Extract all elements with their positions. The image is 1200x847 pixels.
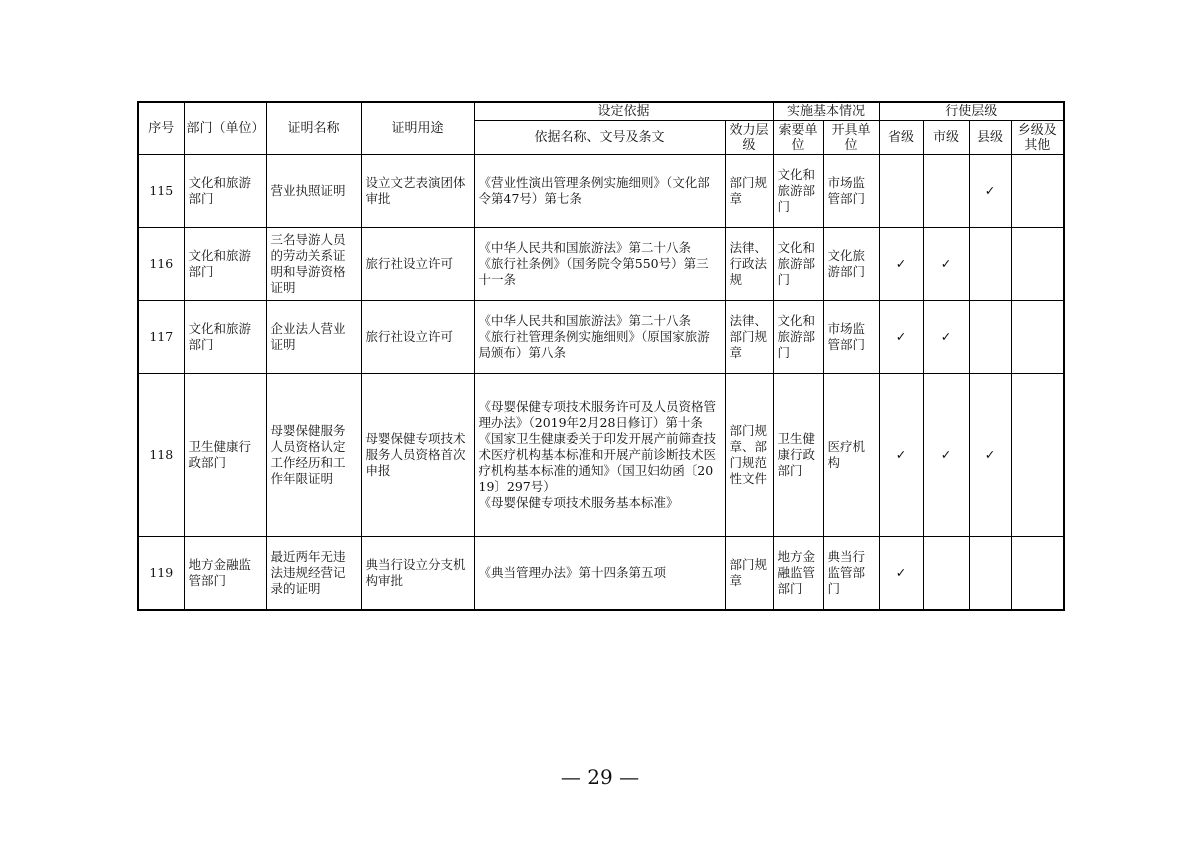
row-dept: 地方金融监管部门 [184,537,266,610]
row-basis [474,155,725,228]
row-usage: 母婴保健专项技术服务人员资格首次申报 [361,374,474,537]
page-number: — 29 — [560,765,640,789]
basis-line: 《旅行社条例》（国务院令第550号）第三十一条 [478,256,709,287]
row-dept: 文化和旅游部门 [184,301,266,374]
header-lv-town: 乡级及其他 [1011,121,1064,155]
check-township [1011,537,1064,610]
header-basis-doc: 依据名称、文号及条文 [474,121,725,155]
table-row [138,155,1064,228]
check-provincial: ✓ [879,228,923,301]
row-requesting-unit: 文化和旅游部门 [773,228,823,301]
certificate-table [137,101,1065,611]
table-row [138,301,1064,374]
check-county [969,301,1011,374]
check-provincial [879,155,923,228]
row-basis [474,537,725,610]
check-township [1011,228,1064,301]
header-basis-group: 设定依据 [474,102,773,121]
header-impl-group: 实施基本情况 [773,102,879,121]
check-township [1011,301,1064,374]
row-number: 119 [138,537,184,610]
row-legal-level: 部门规章 [725,155,773,228]
row-cert-name: 最近两年无违法违规经营记录的证明 [266,537,361,610]
row-dept: 文化和旅游部门 [184,155,266,228]
basis-line: 《母婴保健专项技术服务基本标准》 [478,495,679,510]
header-name: 证明名称 [266,102,361,155]
row-requesting-unit: 地方金融监管部门 [773,537,823,610]
row-cert-name: 营业执照证明 [266,155,361,228]
row-usage: 旅行社设立许可 [361,301,474,374]
row-dept: 卫生健康行政部门 [184,374,266,537]
check-municipal: ✓ [923,374,969,537]
row-requesting-unit: 文化和旅游部门 [773,301,823,374]
table-row [138,537,1064,610]
check-provincial: ✓ [879,537,923,610]
row-legal-level: 部门规章、部门规范性文件 [725,374,773,537]
basis-line: 《中华人民共和国旅游法》第二十八条 [478,240,692,255]
row-issuing-unit: 市场监管部门 [823,155,879,228]
basis-line: 《母婴保健专项技术服务许可及人员资格管理办法》（2019年2月28日修订）第十条 [478,399,717,430]
header-impl-req: 索要单位 [773,121,823,155]
check-municipal [923,155,969,228]
row-number: 116 [138,228,184,301]
basis-line: 《典当管理办法》第十四条第五项 [478,564,667,580]
row-cert-name: 母婴保健服务人员资格认定工作经历和工作年限证明 [266,374,361,537]
row-number: 118 [138,374,184,537]
row-cert-name: 三名导游人员的劳动关系证明和导游资格证明 [266,228,361,301]
row-basis [474,301,725,374]
row-usage: 旅行社设立许可 [361,228,474,301]
header-impl-issue: 开具单位 [823,121,879,155]
check-municipal [923,537,969,610]
header-lv-prov: 省级 [879,121,923,155]
check-county [969,228,1011,301]
header-basis-level: 效力层级 [725,121,773,155]
check-county: ✓ [969,155,1011,228]
basis-line: 《旅行社管理条例实施细则》（原国家旅游局颁布）第八条 [478,329,710,360]
row-number: 117 [138,301,184,374]
row-requesting-unit: 卫生健康行政部门 [773,374,823,537]
row-basis [474,374,725,537]
row-issuing-unit: 文化旅游部门 [823,228,879,301]
row-issuing-unit: 典当行监管部门 [823,537,879,610]
table-row [138,228,1064,301]
basis-line: 《国家卫生健康委关于印发开展产前筛查技术医疗机构基本标准和开展产前诊断技术医疗机构基本标准的通知》（国卫妇幼函〔2019〕297号） [478,431,717,494]
header-dept: 部门（单位） [184,102,266,155]
row-usage: 典当行设立分支机构审批 [361,537,474,610]
check-township [1011,374,1064,537]
row-issuing-unit: 医疗机构 [823,374,879,537]
row-cert-name: 企业法人营业证明 [266,301,361,374]
row-basis [474,228,725,301]
check-township [1011,155,1064,228]
table-row [138,374,1064,537]
table-header [138,102,1064,155]
row-number: 115 [138,155,184,228]
check-provincial: ✓ [879,374,923,537]
check-municipal: ✓ [923,228,969,301]
row-legal-level: 法律、行政法规 [725,228,773,301]
check-provincial: ✓ [879,301,923,374]
header-level-group: 行使层级 [879,102,1064,121]
header-lv-city: 市级 [923,121,969,155]
basis-line: 《中华人民共和国旅游法》第二十八条 [478,313,692,328]
check-municipal: ✓ [923,301,969,374]
check-county: ✓ [969,374,1011,537]
header-lv-county: 县级 [969,121,1011,155]
header-usage: 证明用途 [361,102,474,155]
row-legal-level: 法律、部门规章 [725,301,773,374]
row-requesting-unit: 文化和旅游部门 [773,155,823,228]
row-legal-level: 部门规章 [725,537,773,610]
row-dept: 文化和旅游部门 [184,228,266,301]
row-usage: 设立文艺表演团体审批 [361,155,474,228]
table-body [138,155,1064,610]
header-no: 序号 [138,102,184,155]
basis-line: 《营业性演出管理条例实施细则》（文化部令第47号）第七条 [478,175,710,206]
row-issuing-unit: 市场监管部门 [823,301,879,374]
check-county [969,537,1011,610]
